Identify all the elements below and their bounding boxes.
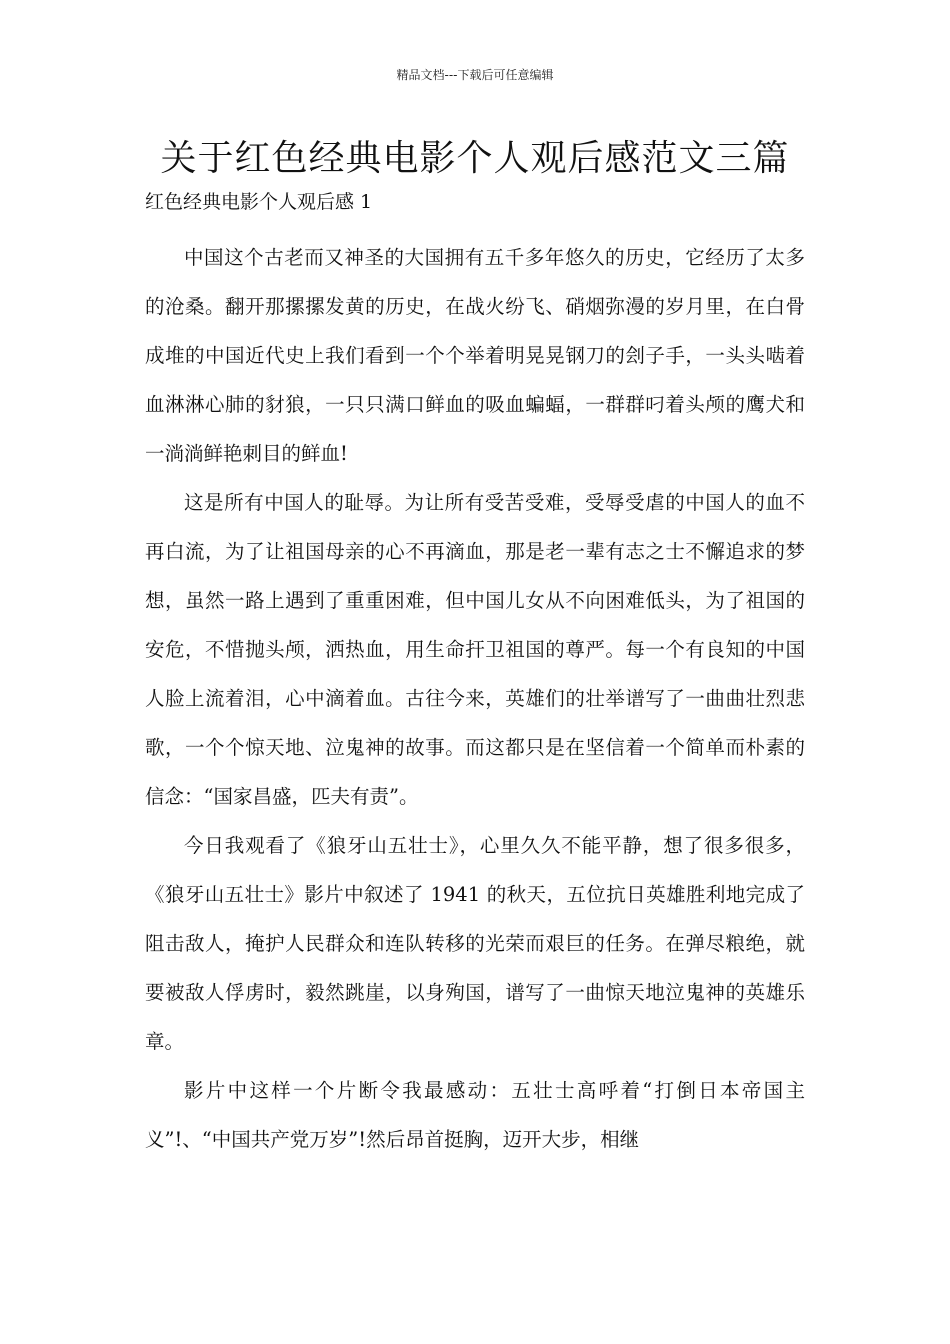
paragraph: 今日我观看了《狼牙山五壮士》，心里久久不能平静，想了很多很多，《狼牙山五壮士》影片中叙述了 1941 的秋天，五位抗日英雄胜利地完成了阻击敌人，掩护人民群众和连队转移的光荣而艰巨的任务。在弹尽粮绝，就要被敌人俘虏时，毅然跳崖，以身殉国，谱写了一曲惊天地泣鬼神的英雄乐章。 — [145, 834, 805, 1053]
body-text — [145, 233, 805, 1164]
paragraph: 中国这个古老而又神圣的大国拥有五千多年悠久的历史，它经历了太多的沧桑。翻开那摞摞发黄的历史，在战火纷飞、硝烟弥漫的岁月里，在白骨成堆的中国近代史上我们看到一个个举着明晃晃钢刀的刽子手，一头头啮着血淋淋心肺的豺狼，一只只满口鲜血的吸血蝙蝠，一群群叼着头颅的鹰犬和一淌淌鲜艳刺目的鲜血! — [145, 246, 805, 465]
paragraph: 影片中这样一个片断令我最感动：五壮士高呼着“打倒日本帝国主义”!、“中国共产党万岁”!然后昂首挺胸，迈开大步，相继 — [145, 1079, 805, 1151]
paragraph: 这是所有中国人的耻辱。为让所有受苦受难，受辱受虐的中国人的血不再白流，为了让祖国母亲的心不再滴血，那是老一辈有志之士不懈追求的梦想，虽然一路上遇到了重重困难，但中国儿女从不向困难低头，为了祖国的安危，不惜抛头颅，洒热血，用生命扞卫祖国的尊严。每一个有良知的中国人脸上流着泪，心中滴着血。古往今来，英雄们的壮举谱写了一曲曲壮烈悲歌，一个个惊天地、泣鬼神的故事。而这都只是在坚信着一个简单而朴素的信念：“国家昌盛，匹夫有责”。 — [145, 491, 805, 808]
header-note: 精品文档---下载后可任意编辑 — [396, 68, 554, 82]
section-heading: 红色经典电影个人观后感 1 — [145, 191, 373, 213]
document-title: 关于红色经典电影个人观后感范文三篇 — [160, 138, 790, 179]
